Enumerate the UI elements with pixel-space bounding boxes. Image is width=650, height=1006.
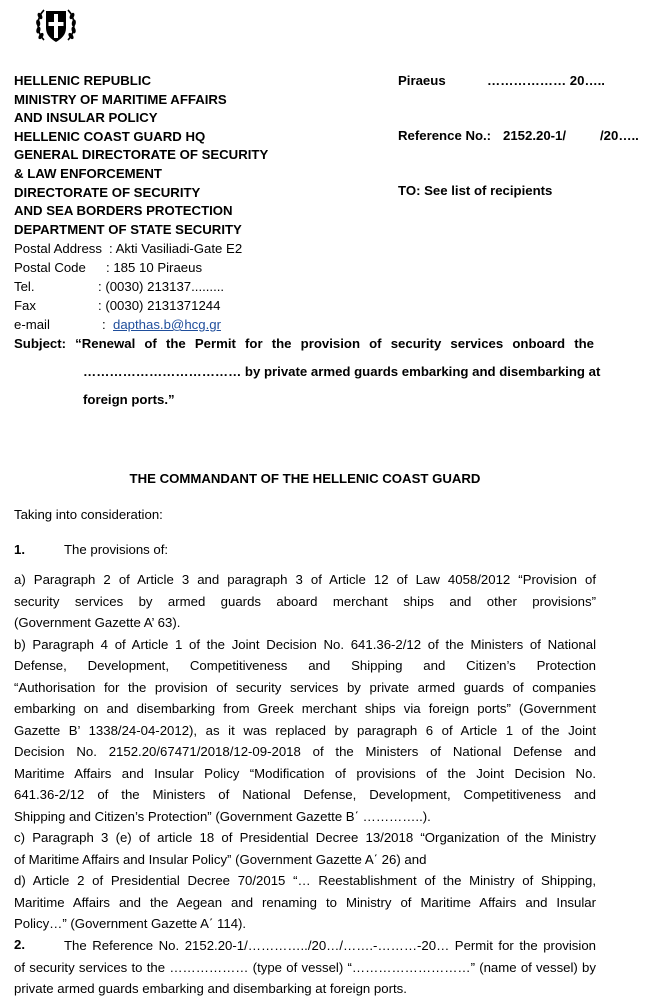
- subject-line-3: foreign ports.”: [83, 392, 175, 407]
- text-line: Maritime Affairs and the Aegean and renaming to Ministry of Maritime Affairs and Insular: [14, 894, 596, 910]
- coat-of-arms-emblem: [34, 4, 78, 48]
- text-line: “Authorisation for the provision of security services by private armed guards of companies: [14, 679, 596, 695]
- text-line: a) Paragraph 2 of Article 3 and paragraph 3 of Article 12 of Law 4058/2012 “Provision of: [14, 572, 596, 587]
- text-line: of Maritime Affairs and Insular Policy” (Government Gazette A΄ 26) and: [14, 851, 427, 867]
- intro-text: Taking into consideration:: [14, 507, 163, 522]
- text-line: Shipping and Citizen’s Protection” (Government Gazette B΄ …………..).: [14, 808, 431, 824]
- place: Piraeus: [398, 73, 446, 88]
- item-1-text: The provisions of:: [64, 542, 169, 557]
- postal-code: [14, 259, 203, 278]
- document-heading: THE COMMANDANT OF THE HELLENIC COAST GUARD: [129, 471, 481, 486]
- text-line: security services by armed guards aboard merchant ships and other provisions”: [14, 593, 596, 609]
- provision-c: [14, 827, 596, 870]
- text-line: Policy…” (Government Gazette A΄ 114).: [14, 916, 247, 931]
- letterhead-line: DIRECTORATE OF SECURITY: [14, 184, 201, 200]
- letterhead-line: AND INSULAR POLICY: [14, 110, 158, 126]
- subject-line-1: Subject: “Renewal of the Permit for the provision of security services onboard the: [14, 336, 594, 351]
- text-line: c) Paragraph 3 (e) of article 18 of Presidential Decree 13/2018 “Organization of the Ministry: [14, 830, 596, 845]
- text-line: The Reference No. 2152.20-1/…………../20…/…….-………-20… Permit for the provision: [64, 938, 596, 953]
- provision-a: [14, 569, 596, 634]
- postal-code-value: : 185 10 Piraeus: [106, 260, 203, 275]
- text-line: Decision No. 2152.20/67471/2018/12-09-2018 of the Ministers of National Defense and: [14, 744, 596, 759]
- telephone-label: Tel.: [14, 279, 35, 294]
- text-line: Maritime Affairs and Insular Policy “Modification of provisions of the Joint Decision No.: [14, 765, 596, 781]
- subject: [14, 336, 601, 416]
- text-line: Defense, Development, Competitiveness and Shipping and Citizen’s Protection: [14, 658, 596, 673]
- fax-label: Fax: [14, 298, 36, 313]
- provision-d: [14, 870, 596, 935]
- telephone: [14, 278, 225, 297]
- letterhead-line: MINISTRY OF MARITIME AFFAIRS: [14, 91, 227, 107]
- email-label: e-mail: [14, 317, 50, 332]
- telephone-value: : (0030) 213137.........: [98, 279, 225, 294]
- fax-value: : (0030) 2131371244: [98, 298, 221, 313]
- recipients: TO: See list of recipients: [398, 183, 553, 198]
- text-line: (Government Gazette A’ 63).: [14, 615, 181, 630]
- email-link[interactable]: dapthas.b@hcg.gr: [113, 317, 221, 332]
- provision-b: [14, 634, 596, 828]
- letterhead-line: HELLENIC REPUBLIC: [14, 73, 152, 88]
- text-line: b) Paragraph 4 of Article 1 of the Joint Decision No. 641.36-2/12 of the Ministers of National: [14, 636, 596, 652]
- text-line: d) Article 2 of Presidential Decree 70/2015 “… Reestablishment of the Ministry of Shipping,: [14, 873, 596, 888]
- item-1-number: 1.: [14, 542, 25, 557]
- text-line: 641.36-2/12 of the Ministers of National Defense, Development, Competitiveness and: [14, 787, 596, 802]
- reference-value: 2152.20-1/: [503, 128, 567, 143]
- text-line: private armed guards embarking and disembarking at foreign ports.: [14, 981, 407, 996]
- text-line: embarking on and disembarking from Greek merchant ships via foreign ports” (Government: [14, 701, 596, 716]
- letterhead-line: & LAW ENFORCEMENT: [14, 166, 162, 181]
- email: [14, 316, 221, 335]
- postal-address: [14, 240, 243, 259]
- item-2-number: 2.: [14, 937, 25, 952]
- provisions-list: [14, 569, 596, 935]
- letterhead-line: AND SEA BORDERS PROTECTION: [14, 203, 233, 219]
- letterhead-line: GENERAL DIRECTORATE OF SECURITY: [14, 147, 269, 163]
- text-line: Gazette B’ 1338/24-04-2012), as it was replaced by paragraph 6 of Article 1 of the Joint: [14, 722, 596, 738]
- letterhead-line: DEPARTMENT OF STATE SECURITY: [14, 221, 242, 237]
- item-2-text: [14, 935, 596, 1000]
- reference-label: Reference No.:: [398, 128, 492, 143]
- text-line: of security services to the ……………… (type of vessel) “………………………” (name of vessel) by: [14, 959, 596, 975]
- subject-line-2: ……………………………… by private armed guards embarking and disembarking at: [83, 364, 601, 379]
- fax: [14, 297, 221, 316]
- email-colon: :: [102, 317, 106, 332]
- postal-code-label: Postal Code: [14, 260, 86, 275]
- postal-address-label: Postal Address: [14, 241, 102, 256]
- reference-year: /20…..: [600, 128, 639, 143]
- postal-address-value: : Akti Vasiliadi-Gate E2: [109, 241, 243, 256]
- date: ……………… 20…..: [487, 73, 605, 88]
- letterhead-line: HELLENIC COAST GUARD HQ: [14, 128, 206, 144]
